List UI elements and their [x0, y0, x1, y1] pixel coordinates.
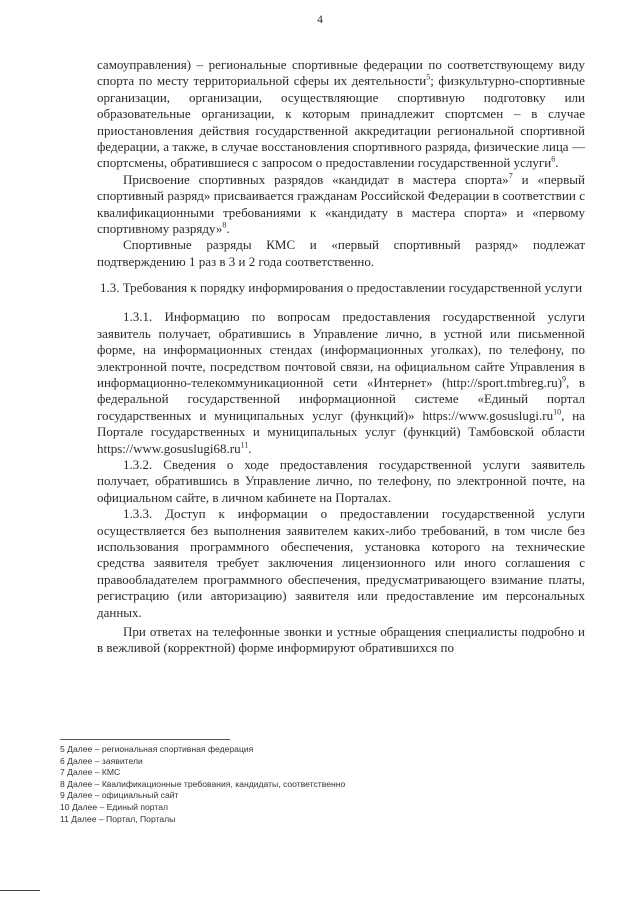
paragraph-text: самоуправления) – региональные спортивные федерации по соответствующему виду спорта по месту территориальной сферы их деятельности	[97, 57, 585, 89]
paragraph-text: Присвоение спортивных разрядов «кандидат в мастера спорта»	[123, 171, 509, 187]
footnote-7: 7 Далее – КМС	[60, 767, 121, 778]
footnote-ref: 10	[553, 407, 562, 417]
footnotes	[60, 744, 460, 825]
section-heading: 1.3. Требования к порядку информирования о предоставлении государственной услуги	[99, 280, 583, 296]
document-body	[97, 57, 585, 657]
paragraph-text: .	[555, 155, 559, 171]
footnote-ref: 9	[562, 374, 567, 384]
footnote-6: 6 Далее – заявители	[60, 755, 143, 766]
paragraph-1-3-2: 1.3.2. Сведения о ходе предоставления государственной услуги заявитель получает, обратившись в Управление лично, по телефону, по электронной почте, на официальном сайте, в личном кабинете на Порталах.	[97, 456, 585, 505]
footnote-ref: 11	[240, 440, 249, 450]
paragraph-applicants-continued	[97, 57, 585, 172]
paragraph-phone-calls: При ответах на телефонные звонки и устные обращения специалисты подробно и в вежливой (корректной) форме информируют обратившихся по	[97, 624, 585, 656]
paragraph-text: и «первый спортивный разряд» присваивается гражданам Российской Федерации в соответствии с квалификационными требованиями к «кандидату в мастера спорта» и «первому спортивному разряду»	[97, 171, 585, 237]
paragraph-text: .	[226, 221, 230, 237]
footnote-5: 5 Далее – региональная спортивная федерация	[60, 744, 254, 754]
paragraph-rank-confirmation: Спортивные разряды КМС и «первый спортивный разряд» подлежат подтверждению 1 раз в 3 и 2 года соответственно.	[97, 237, 585, 269]
paragraph-1-3-3: 1.3.3. Доступ к информации о предоставлении государственной услуги осуществляется без выполнения заявителем каких-либо требований, в том числе без использования программного обеспечения, установка которого на технические средства заявителя требует заключения лицензионного или иного соглашения с правообладателем программного обеспечения, предусматривающего взимание платы, регистрацию (или авторизацию) заявителя или предоставление им персональных данных.	[97, 506, 585, 620]
paragraph-text: ; физкультурно-спортивные организации, организации, осуществляющие спортивную подготовку или образовательные организации, к которым принадлежит спортсмен – в случае приостановления действия государственной аккредитации региональной спортивной федерации, а также, в случае восстановления спортивного разряда, физические лица — спортсмены, обратившиеся с запросом о предоставлении государственной услуги	[97, 73, 586, 171]
footnote-8: 8 Далее – Квалификационные требования, кандидаты, соответственно	[60, 778, 346, 789]
page-number: 4	[317, 14, 323, 26]
scan-edge-mark	[0, 890, 40, 891]
paragraph-text: 1.3.1. Информацию по вопросам предоставления государственной услуги заявитель получает, обратившись в Управление лично, в устной или письменной форме, на информационных стендах (информационных уголках), по телефону, по электронной почте, посредством почтовой связи, на официальном сайте Управления в информационно-телекоммуникационной сети «Интернет» (http://sport.tmbreg.ru)	[97, 309, 585, 390]
paragraph-text: , на Портале государственных и муниципальных услуг (функций) Тамбовской области https://www.gosuslugi68.ru	[97, 407, 585, 456]
paragraph-rank-assignment	[97, 172, 585, 238]
footnote-ref: 6	[551, 155, 556, 165]
footnote-9: 9 Далее – официальный сайт	[60, 790, 179, 801]
footnote-ref: 8	[222, 220, 227, 230]
footnote-ref: 7	[508, 171, 513, 181]
paragraph-1-3-1	[97, 309, 585, 457]
footnote-separator	[60, 739, 230, 740]
footnote-11: 11 Далее – Портал, Порталы	[60, 813, 176, 824]
paragraph-text: , в федеральной государственной информационной системе «Единый портал государственных и муниципальных услуг (функций)» https://www.gosuslugi.ru	[97, 374, 586, 423]
footnote-10: 10 Далее – Единый портал	[60, 801, 168, 812]
paragraph-text: .	[248, 440, 252, 456]
footnote-ref: 5	[426, 73, 431, 83]
